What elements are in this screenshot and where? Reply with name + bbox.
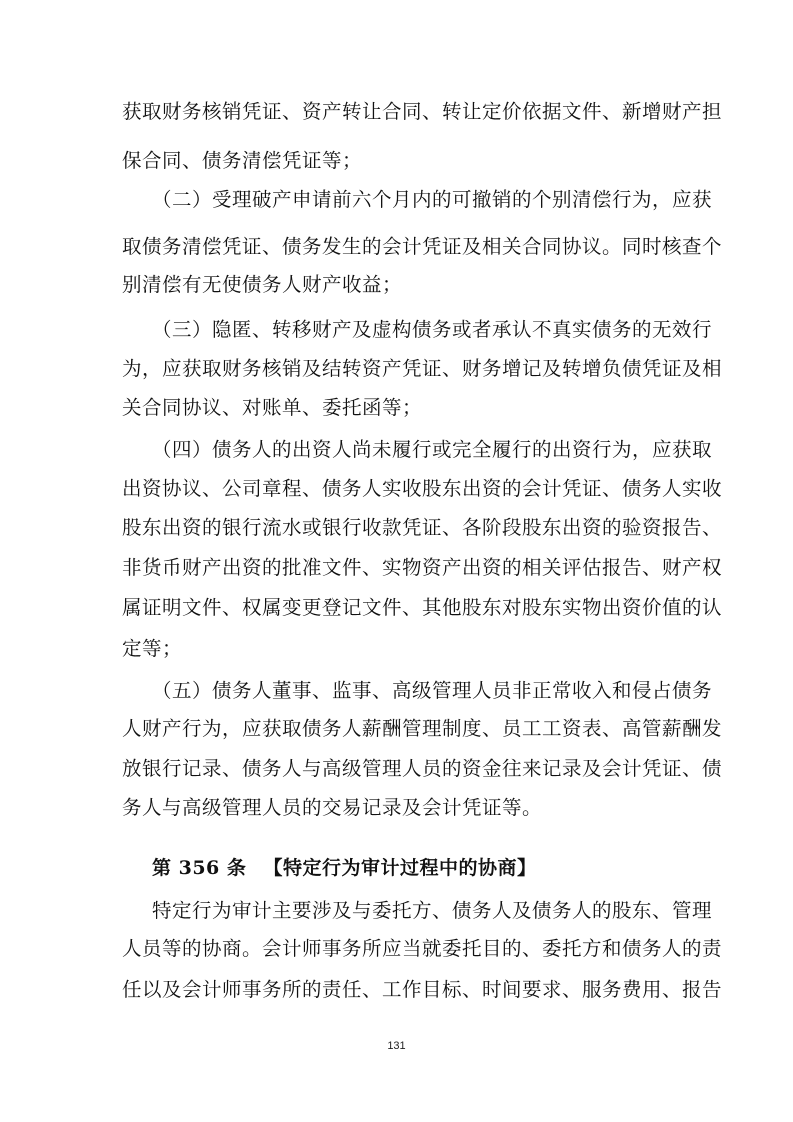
text-line: 获取财务核销凭证、资产转让合同、转让定价依据文件、新增财产担 (122, 100, 723, 123)
text-line: 为，应获取财务核销及结转资产凭证、财务增记及转增负债凭证及相 (122, 357, 723, 380)
text-line: 出资协议、公司章程、债务人实收股东出资的会计凭证、债务人实收 (122, 477, 723, 500)
text-line: 关合同协议、对账单、委托函等； (122, 396, 423, 419)
text-line: 取债务清偿凭证、债务发生的会计凭证及相关合同协议。同时核查个 (122, 235, 723, 258)
text-line: 定等； (122, 637, 183, 660)
page-number: 131 (387, 1040, 406, 1052)
text-line: 人财产行为，应获取债务人薪酬管理制度、员工工资表、高管薪酬发 (122, 717, 723, 740)
text-line: 务人与高级管理人员的交易记录及会计凭证等。 (122, 796, 543, 819)
text-line: 人员等的协商。会计师事务所应当就委托目的、委托方和债务人的责 (122, 937, 723, 960)
text-line: 放银行记录、债务人与高级管理人员的资金往来记录及会计凭证、债 (122, 757, 723, 780)
article-title: 【特定行为审计过程中的协商】 (263, 857, 537, 879)
text-line: 属证明文件、权属变更登记文件、其他股东对股东实物出资价值的认 (122, 596, 723, 619)
paragraph-3-start: （三）隐匿、转移财产及虚构债务或者承认不真实债务的无效行 (152, 318, 713, 341)
paragraph-4-start: （四）债务人的出资人尚未履行或完全履行的出资行为，应获取 (152, 438, 713, 461)
paragraph-2-start: （二）受理破产申请前六个月内的可撤销的个别清偿行为，应获 (152, 188, 713, 211)
paragraph-5-start: （五）债务人董事、监事、高级管理人员非正常收入和侵占债务 (152, 679, 713, 702)
article-number: 第 356 条 (152, 857, 247, 879)
text-line: 股东出资的银行流水或银行收款凭证、各阶段股东出资的验资报告、 (122, 516, 723, 539)
text-line: 别清偿有无使债务人财产收益； (122, 273, 403, 296)
text-line: 非货币财产出资的批准文件、实物资产出资的相关评估报告、财产权 (122, 556, 723, 579)
article-heading (152, 853, 537, 883)
text-line: 任以及会计师事务所的责任、工作目标、时间要求、服务费用、报告 (122, 978, 723, 1001)
paragraph-6-start: 特定行为审计主要涉及与委托方、债务人及债务人的股东、管理 (152, 899, 713, 922)
text-line: 保合同、债务清偿凭证等； (122, 149, 363, 172)
